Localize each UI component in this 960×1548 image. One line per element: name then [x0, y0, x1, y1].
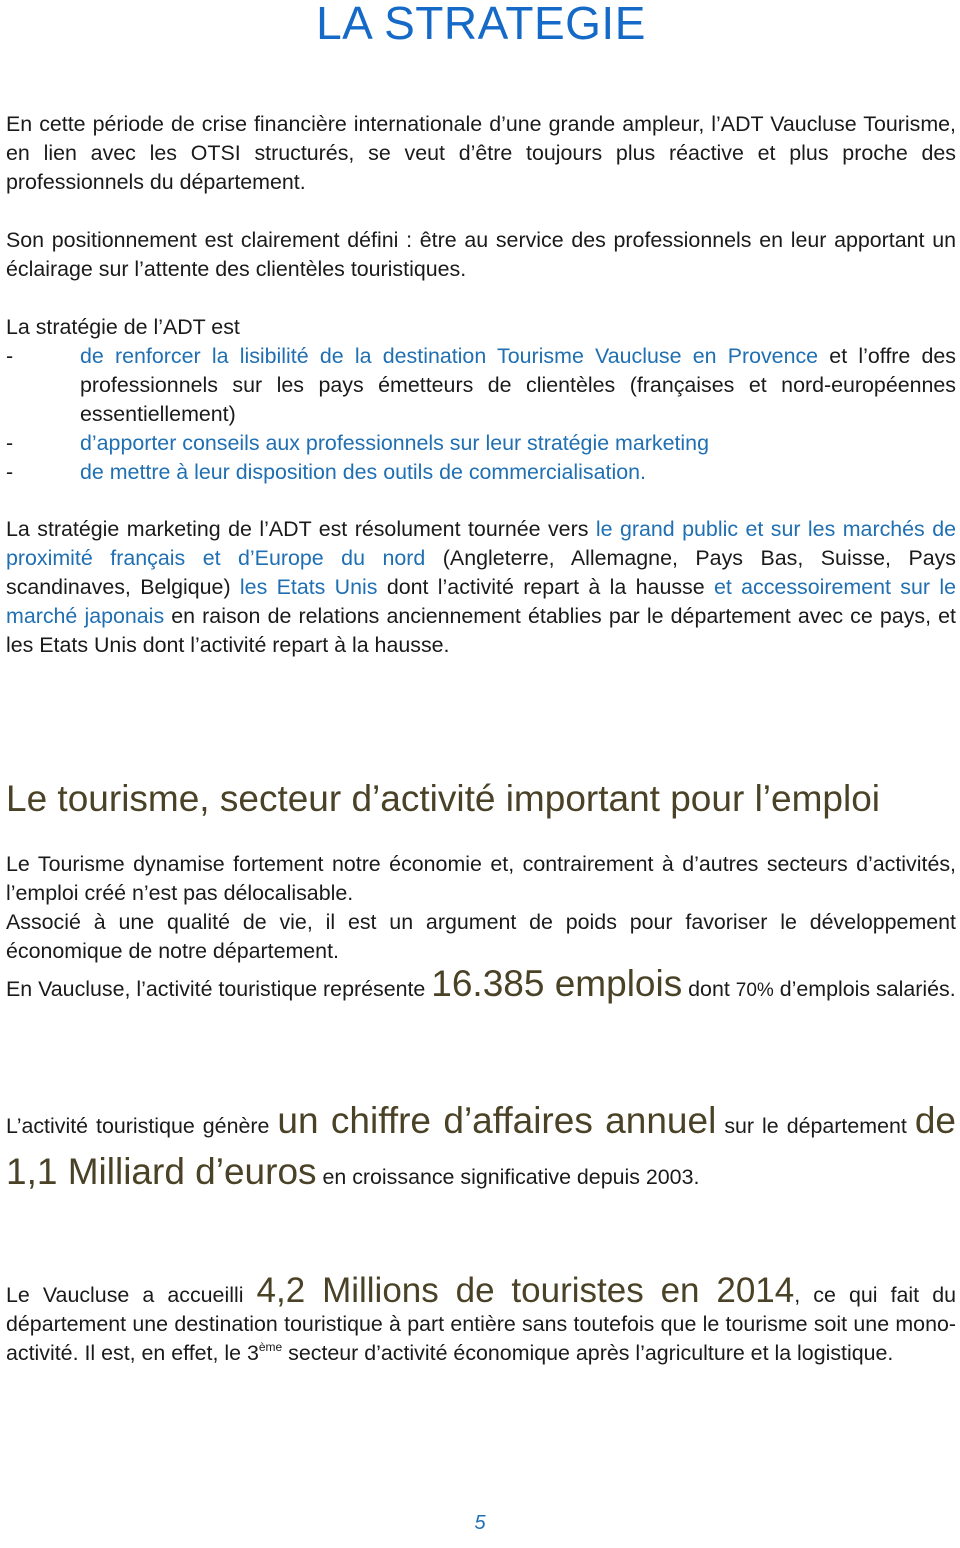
revenue-text: en croissance significative depuis 2003. — [316, 1165, 700, 1189]
paragraph-revenue — [6, 1098, 956, 1200]
document-page — [6, 0, 956, 1548]
jobs-percent: 70% — [735, 980, 774, 1001]
jobs-text: d’emplois salariés. — [773, 977, 956, 1001]
jobs-text: En Vaucluse, l’activité touristique représente — [6, 977, 432, 1001]
revenue-text: L’activité touristique génère — [6, 1114, 278, 1138]
employment-heading-block — [6, 778, 956, 820]
revenue-section — [6, 1098, 956, 1200]
marketing-highlight-usa: les Etats Unis — [239, 575, 378, 599]
revenue-figure: de 1,1 Milliard d’euros — [6, 1100, 956, 1192]
paragraph-visitors — [6, 1271, 956, 1368]
list-item-highlight: de mettre à leur disposition des outils de commercialisation. — [80, 460, 646, 484]
list-item-highlight: d’apporter conseils aux professionnels sur leur stratégie marketing — [80, 431, 709, 455]
list-item — [6, 342, 956, 429]
marketing-text: La stratégie marketing de l’ADT est résolument tournée vers — [6, 517, 596, 541]
strategy-list — [6, 342, 956, 487]
section-heading-employment: Le tourisme, secteur d’activité important pour l’emploi — [6, 778, 880, 819]
paragraph-quality-of-life: Associé à une qualité de vie, il est un argument de poids pour favoriser le développement économique de notre département. — [6, 910, 956, 963]
revenue-text: sur le département — [716, 1114, 915, 1138]
list-item — [6, 458, 956, 487]
list-item-text: et l’offre des professionnels sur les pays émetteurs de clientèles (françaises et nord-européennes essentiellement) — [80, 344, 956, 426]
page-title: LA STRATEGIE — [316, 0, 646, 49]
visitors-figure: 4,2 Millions de touristes en 2014 — [256, 1271, 795, 1310]
page-number: 5 — [474, 1512, 486, 1534]
marketing-section — [6, 515, 956, 660]
marketing-text: (Angleterre, Allemagne, Pays Bas, Suisse, Pays scandinaves, Belgique) — [6, 546, 956, 599]
list-dash: - — [6, 460, 14, 484]
visitors-text: Le Vaucluse a accueilli — [6, 1283, 257, 1307]
intro-section — [6, 110, 956, 197]
list-dash: - — [6, 344, 14, 368]
marketing-highlight-japan: et accessoirement sur le marché japonais — [6, 575, 956, 628]
jobs-section — [6, 963, 956, 1009]
visitors-text: , ce qui fait du département une destination touristique à part entière sans toutefois que le tourisme soit une mono-activité. Il est, en effet, le 3 — [6, 1283, 956, 1365]
paragraph-economy: Le Tourisme dynamise fortement notre économie et, contrairement à d’autres secteurs d’activités, l’emploi créé n’est pas délocalisable. — [6, 852, 956, 905]
marketing-highlight-markets: le grand public et sur les marchés de proximité français et d’Europe du nord — [6, 517, 957, 570]
list-item — [6, 429, 956, 458]
marketing-text: dont l’activité repart à la hausse — [377, 575, 714, 599]
list-dash: - — [6, 431, 14, 455]
jobs-figure: 16.385 emplois — [431, 963, 683, 1004]
ordinal-suffix: ème — [258, 1340, 283, 1354]
employment-section — [6, 850, 956, 966]
visitors-text: secteur d’activité économique après l’agriculture et la logistique. — [282, 1341, 894, 1365]
paragraph-marketing — [6, 515, 956, 660]
paragraph-crisis: En cette période de crise financière internationale d’une grande ampleur, l’ADT Vaucluse Tourisme, en lien avec les OTSI structurés, se veut d’être toujours plus réactive et plus proche des professionnels du département. — [6, 112, 956, 194]
revenue-highlight: un chiffre d’affaires annuel — [277, 1100, 717, 1141]
paragraph-strategy-intro: La stratégie de l’ADT est — [6, 315, 240, 339]
list-item-highlight: de renforcer la lisibilité de la destination Tourisme Vaucluse en Provence — [80, 344, 819, 368]
paragraph-jobs — [6, 963, 956, 1009]
marketing-text: en raison de relations anciennement établies par le département avec ce pays, et les Etats Unis dont l’activité repart à la hausse. — [6, 604, 956, 657]
jobs-text: dont — [682, 977, 736, 1001]
paragraph-positioning: Son positionnement est clairement défini : être au service des professionnels en leur apportant un éclairage sur l’attente des clientèles touristiques. — [6, 228, 956, 281]
positioning-section — [6, 226, 956, 284]
visitors-section — [6, 1271, 956, 1368]
strategy-section — [6, 313, 956, 487]
